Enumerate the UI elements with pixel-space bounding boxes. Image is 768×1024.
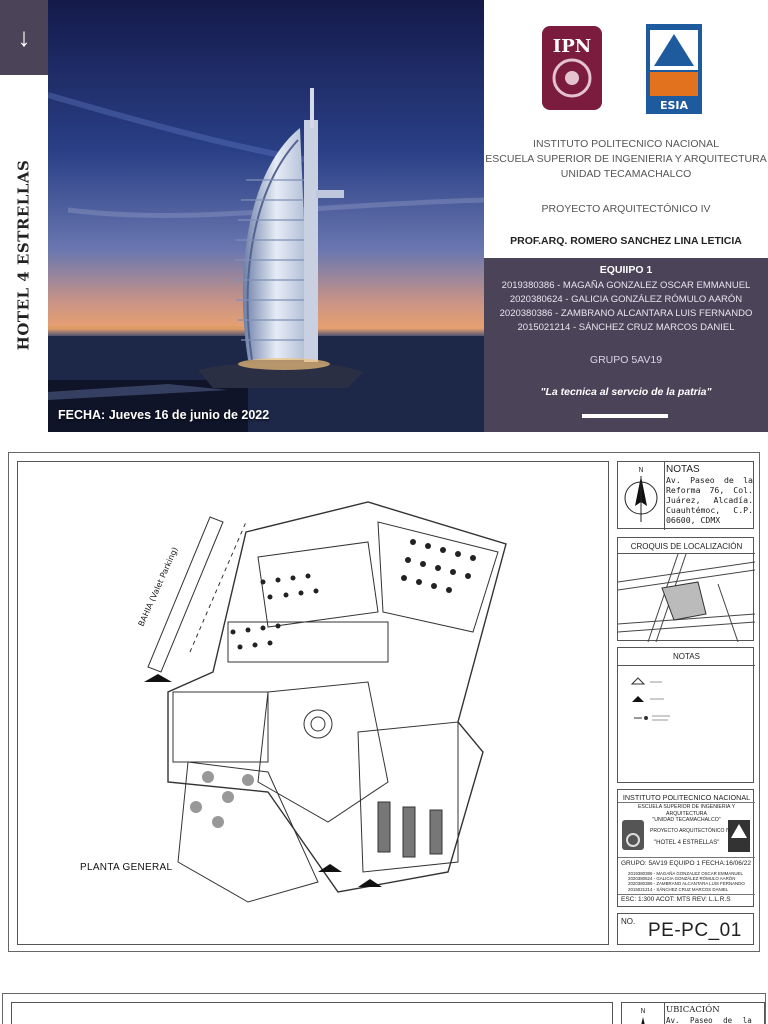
bahia-label: BAHIA (Valet Parking) xyxy=(136,545,180,628)
group-label: GRUPO 5AV19 xyxy=(589,354,663,366)
esia-logo xyxy=(646,24,702,114)
cover-page xyxy=(0,0,768,432)
tb-member: 2020380386 - ZAMBRANO ALCANTARA LUIS FERNANDO xyxy=(628,881,745,887)
institution-block xyxy=(484,137,768,182)
plan-sheet xyxy=(8,452,760,952)
arrow-down-icon: ↓ xyxy=(17,22,31,52)
north-arrow-icon xyxy=(622,1003,664,1024)
divider xyxy=(618,894,755,895)
tb-member: 2020380624 - GALICIA GONZÁLEZ RÓMULO AARÓN xyxy=(628,876,736,882)
title-block xyxy=(617,789,754,907)
team-member: 2015021214 - SÁNCHEZ CRUZ MARCOS DANIEL xyxy=(517,322,735,333)
institution-line: UNIDAD TECAMACHALCO xyxy=(560,168,692,180)
location-box xyxy=(621,1002,765,1024)
sheet-number-label: NO. xyxy=(621,917,636,926)
tb-member: 2019380386 - MAGAÑA GONZALEZ OSCAR EMMANUEL xyxy=(628,871,743,876)
professor-name: PROF.ARQ. ROMERO SANCHEZ LINA LETICIA xyxy=(510,235,742,247)
cover-sidebar xyxy=(0,0,48,432)
tb-scale: ESC: 1:300 ACOT: MTS REV: L.L.R.S xyxy=(621,896,731,903)
team-title: EQUIIPO 1 xyxy=(599,264,653,276)
notes-title: NOTAS xyxy=(666,464,700,475)
north-label: N xyxy=(638,466,644,474)
notes-legend-title: NOTAS xyxy=(673,652,700,661)
team-member: 2020380386 - ZAMBRANO ALCANTARA LUIS FERNANDO xyxy=(499,308,753,319)
scroll-down-button[interactable] xyxy=(0,0,48,75)
plan-label: PLANTA GENERAL xyxy=(80,862,173,873)
divider xyxy=(618,857,755,858)
team-member: 2019380386 - MAGAÑA GONZALEZ OSCAR EMMANUEL xyxy=(501,280,751,291)
ipn-logo xyxy=(542,26,602,110)
tb-logos xyxy=(618,818,755,858)
motto: "La tecnica al servcio de la patria" xyxy=(540,386,712,398)
tb-members xyxy=(628,871,745,892)
logos xyxy=(484,16,768,116)
divider xyxy=(618,802,755,803)
tb-institution: INSTITUTO POLITECNICO NACIONAL xyxy=(622,793,751,802)
cover-info-panel xyxy=(484,0,768,432)
divider xyxy=(618,665,755,666)
tb-member: 2015021214 - SÁNCHEZ CRUZ MARCOS DANIEL xyxy=(628,886,729,892)
institution-line: INSTITUTO POLITECNICO NACIONAL xyxy=(533,138,719,150)
notes-address: Av. Paseo de la Reforma 76, Col. Juárez, Alcadía. Cuauhtémoc, C.P. 06600, CDMX xyxy=(666,475,753,525)
north-label: N xyxy=(640,1007,646,1015)
vertical-title: HOTEL 4 ESTRELLAS xyxy=(14,159,32,351)
divider xyxy=(664,462,665,530)
north-arrow-icon xyxy=(618,462,664,530)
legend-symbols xyxy=(618,668,755,768)
divider xyxy=(664,1003,665,1024)
site-plan-drawing xyxy=(17,461,609,945)
location-drawing xyxy=(11,1002,613,1024)
decorative-bar xyxy=(582,414,668,418)
team-band xyxy=(484,258,768,432)
institution-line: ESCUELA SUPERIOR DE INGENIERIA Y ARQUITECTURA xyxy=(485,153,767,165)
location-address: Av. Paseo de la xyxy=(666,1016,752,1024)
team-member: 2020380624 - GALICIA GONZÁLEZ RÓMULO AARÓN xyxy=(509,294,743,305)
tb-unit: "UNIDAD TECAMACHALCO" xyxy=(652,817,721,823)
ipn-logo-text: IPN xyxy=(552,36,592,57)
project-name: PROYECTO ARQUITECTÓNICO IV xyxy=(541,203,711,215)
cover-date: FECHA: Jueves 16 de junio de 2022 xyxy=(58,408,270,422)
hotel-photo xyxy=(48,0,484,432)
location-sketch-box xyxy=(617,537,754,641)
sheet-number: PE-PC_01 xyxy=(648,920,742,941)
location-title: UBICACIÓN xyxy=(666,1005,720,1015)
notes-legend-box xyxy=(617,647,754,783)
location-sheet xyxy=(2,993,766,1024)
location-sketch-title: CROQUIS DE LOCALIZACIÓN xyxy=(630,542,743,551)
sheet-number-box xyxy=(617,913,754,945)
esia-logo-text: ESIA xyxy=(659,99,689,112)
team-members xyxy=(484,279,768,335)
notes-box xyxy=(617,461,754,529)
tb-project: PROYECTO ARQUITECTÓNICO IV xyxy=(650,828,731,834)
tb-meta: GRUPO: 5AV19 EQUIPO 1 FECHA:16/06/22 xyxy=(621,860,751,867)
tb-hotel: "HOTEL 4 ESTRELLAS" xyxy=(654,840,720,846)
location-map xyxy=(618,554,755,642)
tb-school-name: ESCUELA SUPERIOR DE INGENIERIA Y ARQUITECTURA xyxy=(637,804,736,817)
